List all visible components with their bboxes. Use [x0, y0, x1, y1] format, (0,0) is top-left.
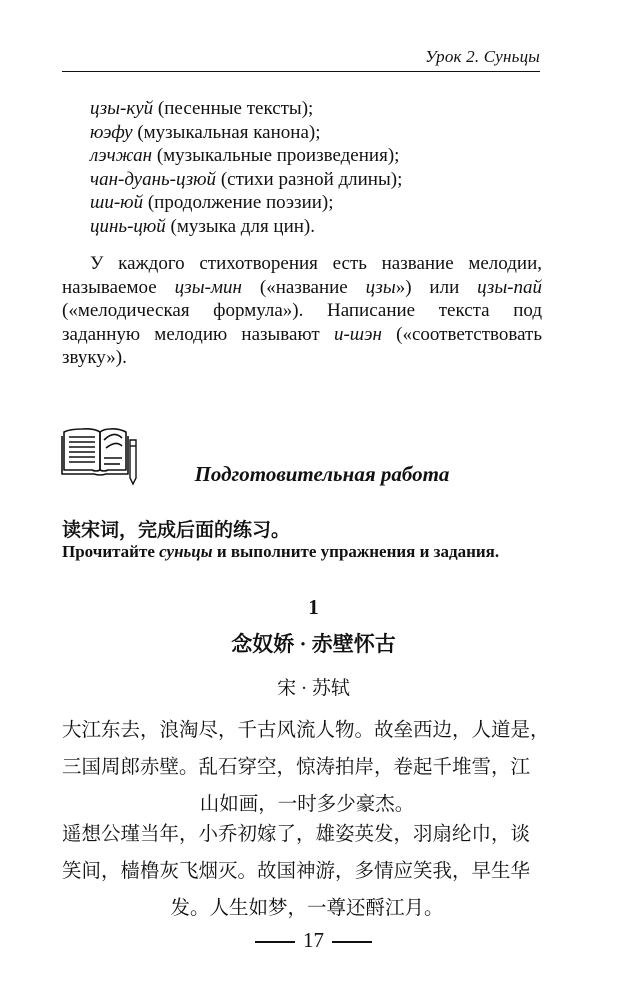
poem-line: 大江东去，浪淘尽，千古风流人物。故垒西边，人道是，	[62, 720, 550, 741]
poem-title: 念奴娇 · 赤壁怀古	[231, 632, 396, 656]
poem-number: 1	[308, 595, 319, 619]
glossary-item: чан-дуань-цзюй (стихи разной длины);	[90, 168, 403, 190]
glossary-item: цинь-цюй (музыка для цин).	[90, 215, 316, 237]
running-header: Урок 2. Суньцы	[425, 47, 540, 66]
footer-dash-left	[255, 941, 295, 943]
header-rule	[62, 71, 540, 72]
poem-line: 遥想公瑾当年，小乔初嫁了，雄姿英发，羽扇纶巾，谈	[62, 824, 531, 845]
glossary-item: ши-юй (продолжение поэзии);	[90, 192, 334, 213]
poem-line: 笑间，樯橹灰飞烟灭。故国神游，多情应笑我，早生华	[62, 861, 531, 882]
footer-dash-right	[332, 941, 372, 943]
book-pencil-icon	[60, 418, 140, 488]
page-number: 17	[303, 928, 324, 952]
poem-stanza-2	[62, 816, 552, 927]
section-title: Подготовительная работа	[194, 462, 450, 486]
body-paragraph: У каждого стихотворения есть название мелодии, называемое цзы-мин («название цзы») или цзы-пай («мелодическая формула»). Написание текста под заданную мелодию называют и-шэн («соответствовать звуку»).	[62, 253, 543, 368]
russian-instruction: Прочитайте суньцы и выполните упражнения и задания.	[62, 542, 500, 561]
poem-line: 发。人生如梦，一尊还酹江月。	[170, 898, 444, 919]
poem-stanza-1	[62, 712, 552, 823]
glossary-item: лэчжан (музыкальные произведения);	[90, 145, 400, 166]
glossary-list	[90, 97, 402, 238]
chinese-instruction: 读宋词，完成后面的练习。	[62, 520, 291, 541]
poem-author: 宋 · 苏轼	[277, 678, 350, 699]
glossary-item: юэфу (музыкальная канона);	[90, 121, 321, 143]
poem-line: 山如画，一时多少豪杰。	[199, 794, 415, 815]
poem-line: 三国周郎赤壁。乱石穿空，惊涛拍岸，卷起千堆雪，江	[62, 757, 531, 778]
glossary-item: цзы-куй (песенные тексты);	[90, 98, 314, 119]
page-footer	[0, 928, 627, 953]
